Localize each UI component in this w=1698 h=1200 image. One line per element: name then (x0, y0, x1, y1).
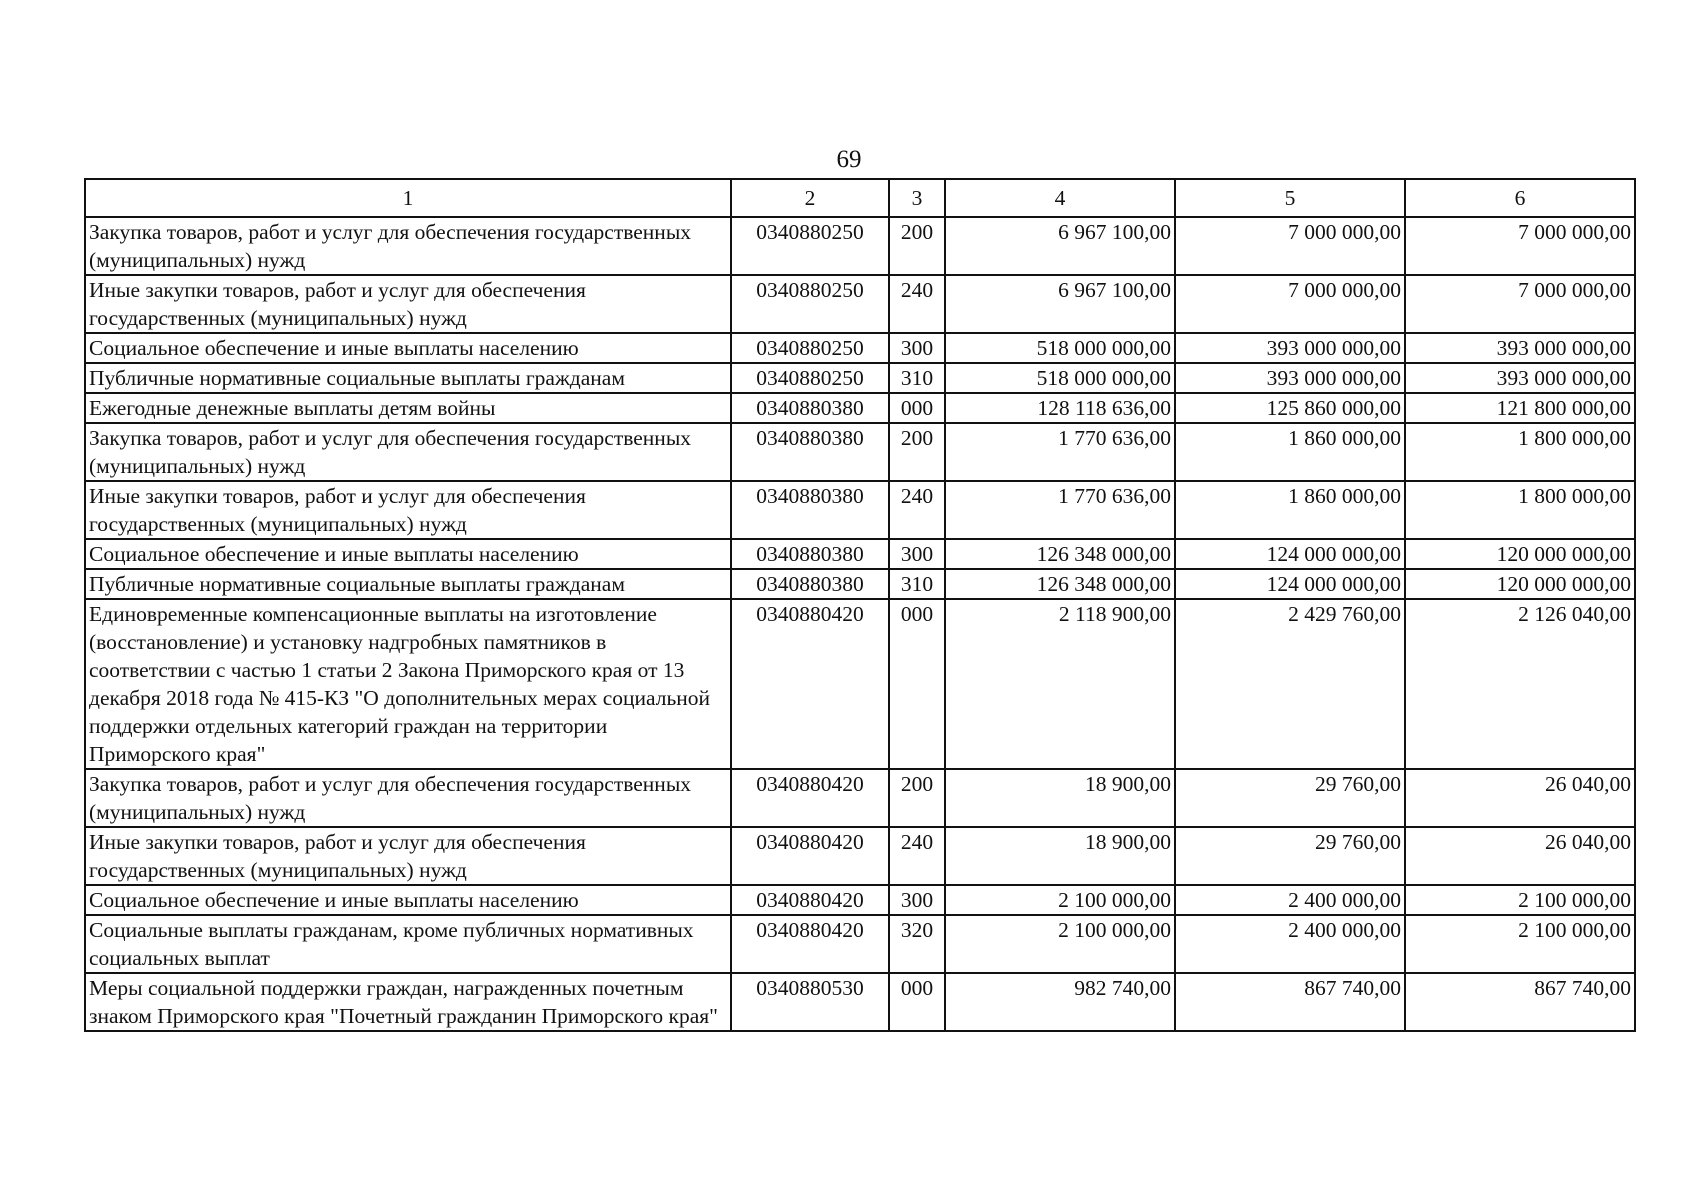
target-article-code-cell: 0340880250 (731, 217, 889, 275)
amount-cell-col6: 2 100 000,00 (1405, 915, 1635, 973)
target-article-code-cell: 0340880250 (731, 363, 889, 393)
amount-cell-col5: 125 860 000,00 (1175, 393, 1405, 423)
column-header: 1 (85, 179, 731, 217)
column-header: 6 (1405, 179, 1635, 217)
amount-cell-col5: 867 740,00 (1175, 973, 1405, 1031)
column-header: 3 (889, 179, 945, 217)
target-article-code-cell: 0340880420 (731, 915, 889, 973)
table-row (85, 827, 1635, 885)
amount-cell-col6: 867 740,00 (1405, 973, 1635, 1031)
column-header: 5 (1175, 179, 1405, 217)
table-body (85, 217, 1635, 1031)
amount-cell-col6: 26 040,00 (1405, 769, 1635, 827)
table-row (85, 569, 1635, 599)
target-article-code-cell: 0340880380 (731, 423, 889, 481)
target-article-code-cell: 0340880380 (731, 569, 889, 599)
amount-cell-col4: 6 967 100,00 (945, 217, 1175, 275)
row-name-cell: Закупка товаров, работ и услуг для обеспечения государственных (муниципальных) нужд (85, 423, 731, 481)
expense-type-cell: 300 (889, 539, 945, 569)
table-row (85, 363, 1635, 393)
expense-type-cell: 240 (889, 827, 945, 885)
table-row (85, 275, 1635, 333)
target-article-code-cell: 0340880420 (731, 599, 889, 769)
amount-cell-col6: 393 000 000,00 (1405, 363, 1635, 393)
amount-cell-col4: 1 770 636,00 (945, 481, 1175, 539)
expense-type-cell: 200 (889, 217, 945, 275)
expense-type-cell: 200 (889, 423, 945, 481)
amount-cell-col4: 126 348 000,00 (945, 569, 1175, 599)
target-article-code-cell: 0340880380 (731, 481, 889, 539)
expense-type-cell: 000 (889, 393, 945, 423)
row-name-cell: Публичные нормативные социальные выплаты гражданам (85, 569, 731, 599)
table-row (85, 885, 1635, 915)
amount-cell-col4: 126 348 000,00 (945, 539, 1175, 569)
row-name-cell: Единовременные компенсационные выплаты на изготовление (восстановление) и установку надгробных памятников в соответствии с частью 1 статьи 2 Закона Приморского края от 13 декабря 2018 года № 415-КЗ "О дополнительных мерах социальной поддержки отдельных категорий граждан на территории Приморского края" (85, 599, 731, 769)
row-name-cell: Социальное обеспечение и иные выплаты населению (85, 885, 731, 915)
row-name-cell: Ежегодные денежные выплаты детям войны (85, 393, 731, 423)
row-name-cell: Иные закупки товаров, работ и услуг для обеспечения государственных (муниципальных) нужд (85, 275, 731, 333)
amount-cell-col5: 2 429 760,00 (1175, 599, 1405, 769)
amount-cell-col5: 124 000 000,00 (1175, 569, 1405, 599)
amount-cell-col5: 124 000 000,00 (1175, 539, 1405, 569)
row-name-cell: Социальные выплаты гражданам, кроме публичных нормативных социальных выплат (85, 915, 731, 973)
target-article-code-cell: 0340880420 (731, 769, 889, 827)
row-name-cell: Публичные нормативные социальные выплаты гражданам (85, 363, 731, 393)
amount-cell-col6: 121 800 000,00 (1405, 393, 1635, 423)
table-row (85, 769, 1635, 827)
amount-cell-col6: 2 100 000,00 (1405, 885, 1635, 915)
row-name-cell: Социальное обеспечение и иные выплаты населению (85, 539, 731, 569)
amount-cell-col6: 393 000 000,00 (1405, 333, 1635, 363)
expense-type-cell: 300 (889, 333, 945, 363)
amount-cell-col4: 128 118 636,00 (945, 393, 1175, 423)
expense-type-cell: 240 (889, 275, 945, 333)
amount-cell-col4: 2 118 900,00 (945, 599, 1175, 769)
amount-cell-col5: 29 760,00 (1175, 769, 1405, 827)
expense-type-cell: 240 (889, 481, 945, 539)
table-row (85, 481, 1635, 539)
amount-cell-col5: 393 000 000,00 (1175, 333, 1405, 363)
table-row (85, 973, 1635, 1031)
column-header: 4 (945, 179, 1175, 217)
amount-cell-col5: 1 860 000,00 (1175, 423, 1405, 481)
expense-type-cell: 310 (889, 569, 945, 599)
table-row (85, 915, 1635, 973)
amount-cell-col4: 518 000 000,00 (945, 363, 1175, 393)
amount-cell-col5: 2 400 000,00 (1175, 885, 1405, 915)
amount-cell-col5: 393 000 000,00 (1175, 363, 1405, 393)
row-name-cell: Иные закупки товаров, работ и услуг для обеспечения государственных (муниципальных) нужд (85, 481, 731, 539)
amount-cell-col4: 6 967 100,00 (945, 275, 1175, 333)
row-name-cell: Иные закупки товаров, работ и услуг для обеспечения государственных (муниципальных) нужд (85, 827, 731, 885)
amount-cell-col4: 1 770 636,00 (945, 423, 1175, 481)
amount-cell-col5: 7 000 000,00 (1175, 217, 1405, 275)
table-row (85, 599, 1635, 769)
budget-table (84, 178, 1636, 1032)
expense-type-cell: 000 (889, 973, 945, 1031)
amount-cell-col6: 120 000 000,00 (1405, 539, 1635, 569)
table-row (85, 217, 1635, 275)
expense-type-cell: 000 (889, 599, 945, 769)
amount-cell-col4: 2 100 000,00 (945, 915, 1175, 973)
row-name-cell: Закупка товаров, работ и услуг для обеспечения государственных (муниципальных) нужд (85, 217, 731, 275)
target-article-code-cell: 0340880420 (731, 885, 889, 915)
amount-cell-col6: 1 800 000,00 (1405, 423, 1635, 481)
target-article-code-cell: 0340880380 (731, 539, 889, 569)
row-name-cell: Меры социальной поддержки граждан, награжденных почетным знаком Приморского края "Почетный гражданин Приморского края" (85, 973, 731, 1031)
column-header: 2 (731, 179, 889, 217)
expense-type-cell: 300 (889, 885, 945, 915)
amount-cell-col5: 7 000 000,00 (1175, 275, 1405, 333)
amount-cell-col6: 2 126 040,00 (1405, 599, 1635, 769)
target-article-code-cell: 0340880250 (731, 333, 889, 363)
column-number-row (85, 179, 1635, 217)
amount-cell-col5: 2 400 000,00 (1175, 915, 1405, 973)
row-name-cell: Социальное обеспечение и иные выплаты населению (85, 333, 731, 363)
expense-type-cell: 200 (889, 769, 945, 827)
target-article-code-cell: 0340880420 (731, 827, 889, 885)
amount-cell-col6: 1 800 000,00 (1405, 481, 1635, 539)
target-article-code-cell: 0340880250 (731, 275, 889, 333)
amount-cell-col4: 18 900,00 (945, 769, 1175, 827)
table-row (85, 539, 1635, 569)
amount-cell-col6: 7 000 000,00 (1405, 275, 1635, 333)
table-row (85, 393, 1635, 423)
amount-cell-col4: 18 900,00 (945, 827, 1175, 885)
expense-type-cell: 310 (889, 363, 945, 393)
amount-cell-col4: 2 100 000,00 (945, 885, 1175, 915)
amount-cell-col6: 120 000 000,00 (1405, 569, 1635, 599)
target-article-code-cell: 0340880530 (731, 973, 889, 1031)
amount-cell-col6: 26 040,00 (1405, 827, 1635, 885)
page-number: 69 (836, 146, 862, 173)
table-row (85, 333, 1635, 363)
amount-cell-col4: 982 740,00 (945, 973, 1175, 1031)
target-article-code-cell: 0340880380 (731, 393, 889, 423)
amount-cell-col5: 1 860 000,00 (1175, 481, 1405, 539)
amount-cell-col5: 29 760,00 (1175, 827, 1405, 885)
amount-cell-col4: 518 000 000,00 (945, 333, 1175, 363)
amount-cell-col6: 7 000 000,00 (1405, 217, 1635, 275)
expense-type-cell: 320 (889, 915, 945, 973)
table-row (85, 423, 1635, 481)
row-name-cell: Закупка товаров, работ и услуг для обеспечения государственных (муниципальных) нужд (85, 769, 731, 827)
